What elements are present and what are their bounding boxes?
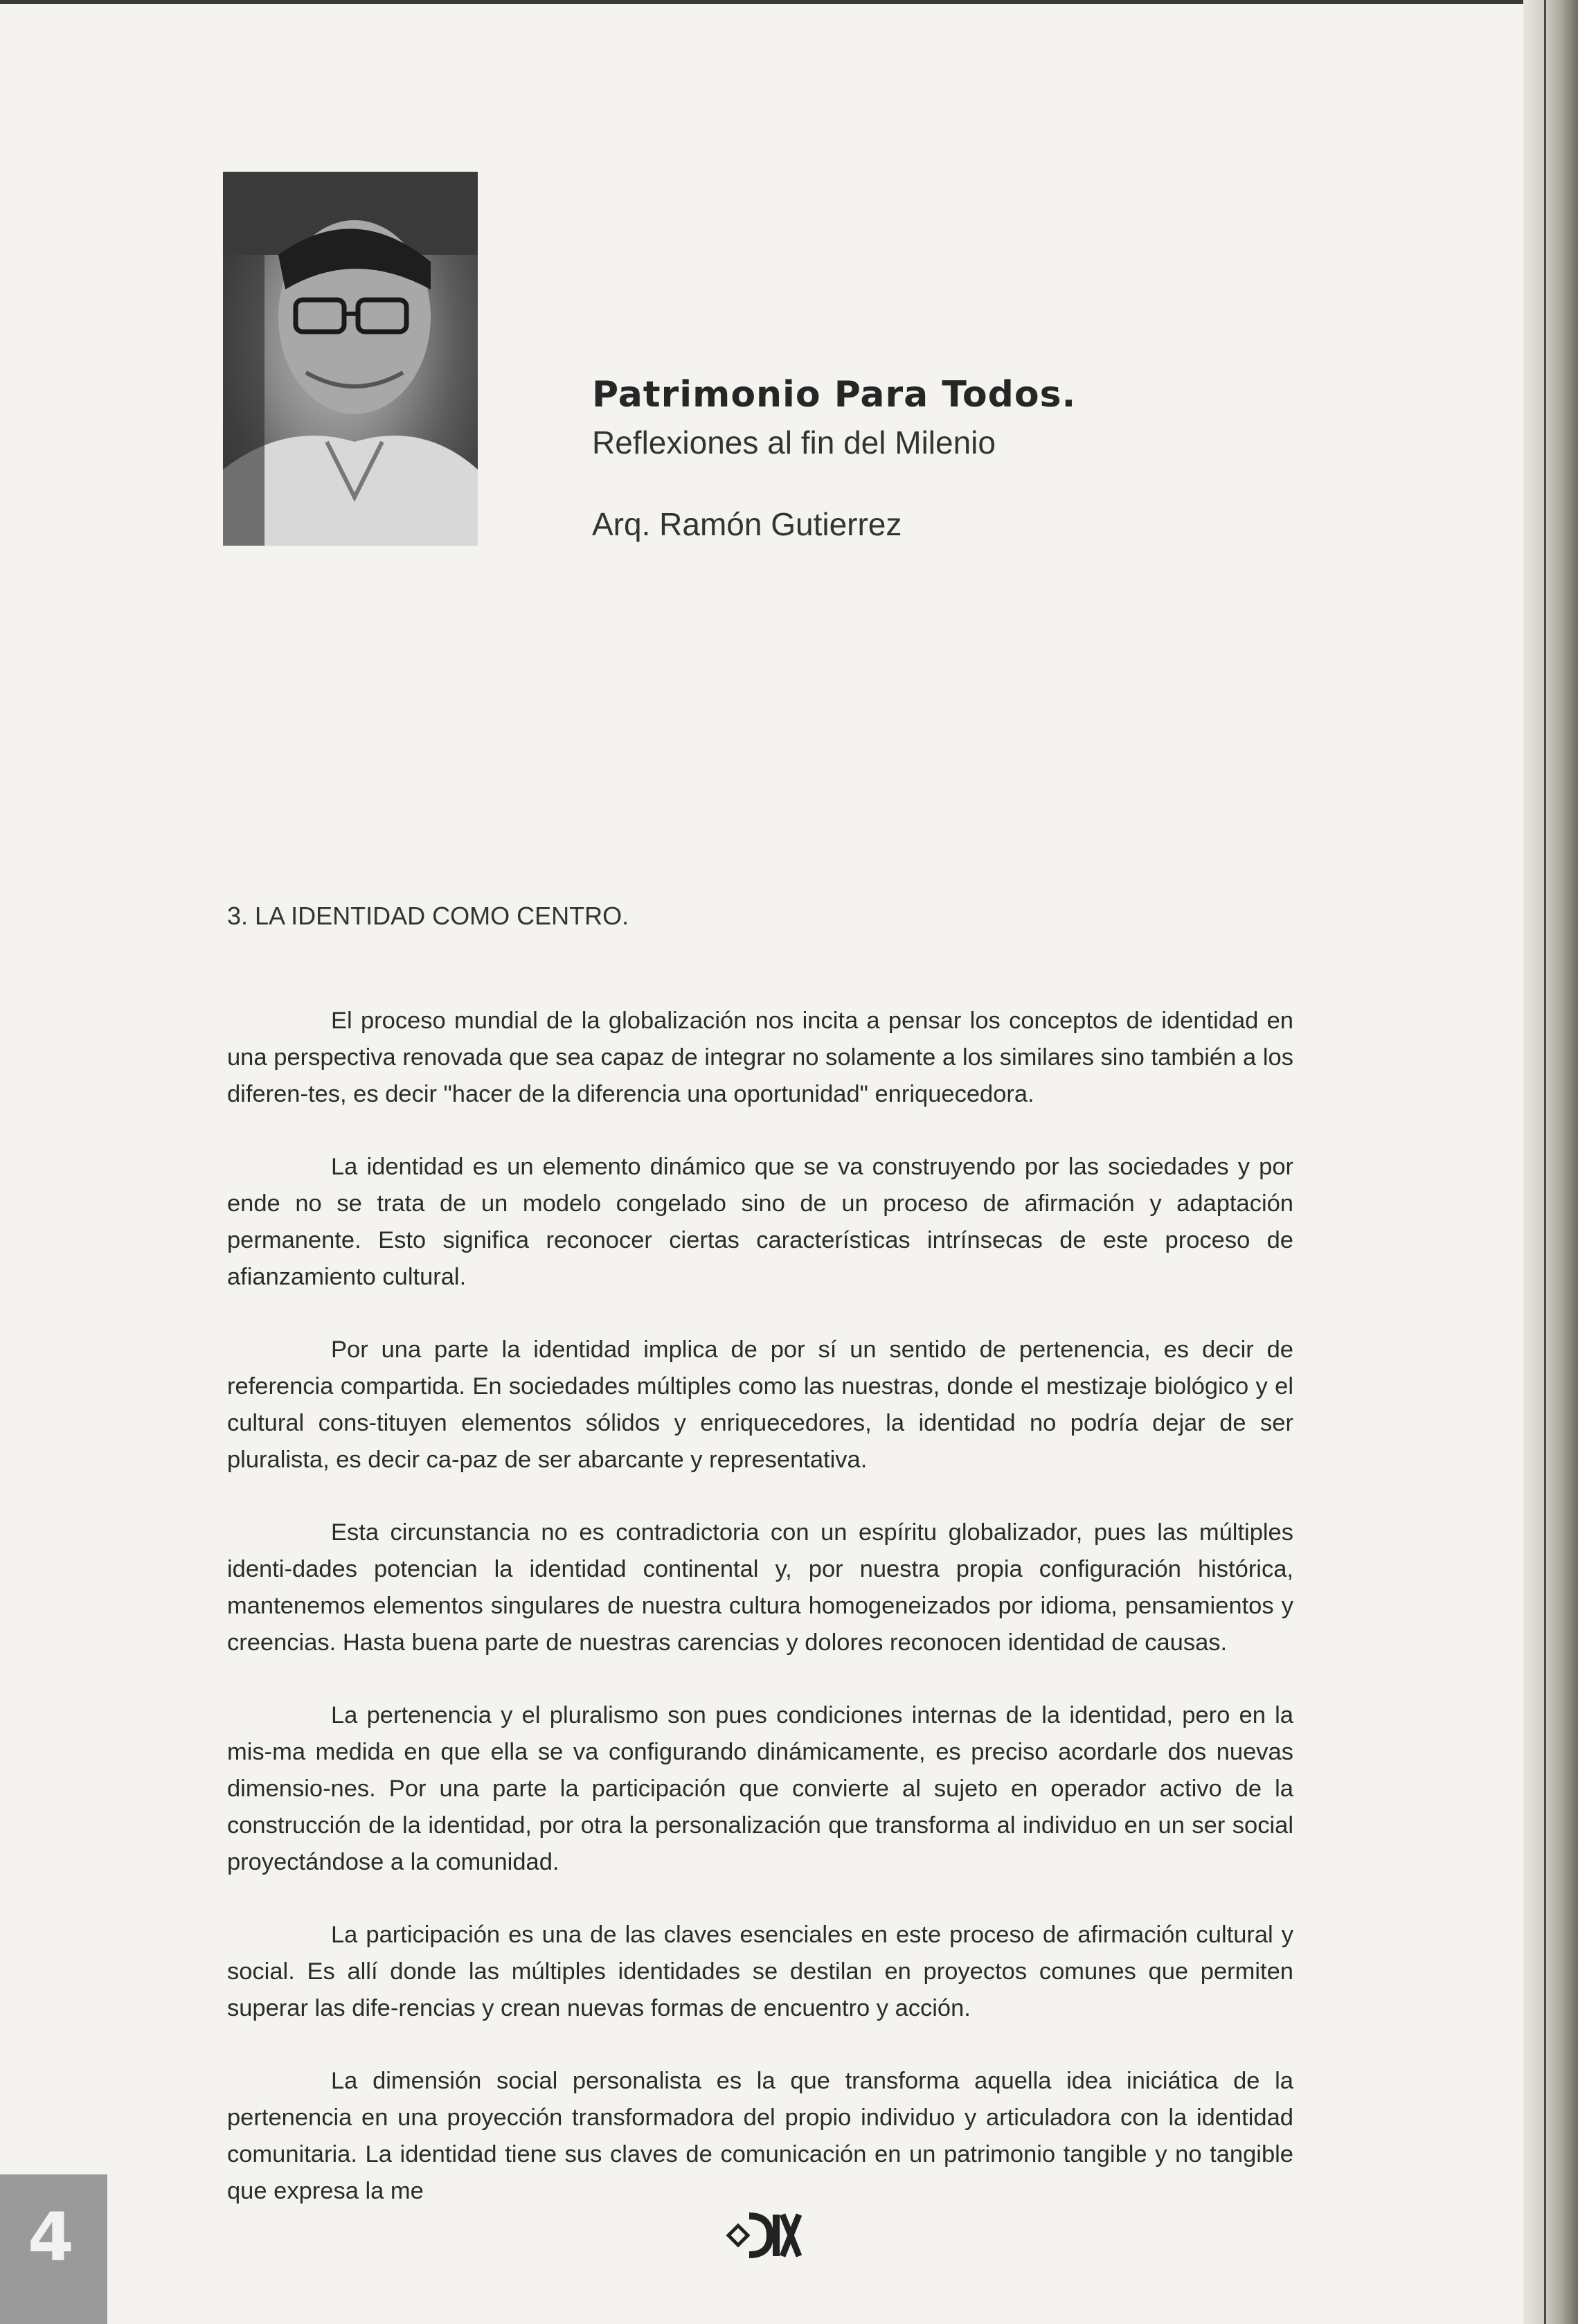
paragraph: La dimensión social personalista es la que transforma aquella idea iniciática de la pertenencia en una proyección transformadora del propio individuo y articuladora con la identidad comunitaria. La identidad tiene sus claves de comunicación en un patrimonio tangible y no tangible que expresa la me [227, 2068, 1293, 2204]
paragraph: La pertenencia y el pluralismo son pues condiciones internas de la identidad, pero en la mis-ma medida en que ella se va configurando dinámicamente, es preciso acordarle dos nuevas dimensio-nes. Por una parte la participación que convierte al sujeto en operador activo de la construcción de la identidad, por otra la personalización que transforma al individuo en un ser social proyectándose a la comunidad. [227, 1702, 1293, 1875]
paragraph: La identidad es un elemento dinámico que se va construyendo por las sociedades y por ende no se trata de un modelo congelado sino de un proceso de afirmación y adaptación permanente. Esto significa reconocer ciertas características intrínsecas de este proceso de afianzamiento cultural. [227, 1154, 1293, 1290]
paragraph: Por una parte la identidad implica de por sí un sentido de pertenencia, es decir de referencia compartida. En sociedades múltiples como las nuestras, donde el mestizaje biológico y el cultural cons-tituyen elementos sólidos y enriquecedores, la identidad no podría dejar de ser pluralista, es decir ca-paz de ser abarcante y representativa. [227, 1337, 1293, 1473]
article-subtitle: Reflexiones al fin del Milenio [592, 424, 996, 461]
body-text [227, 1003, 1293, 2246]
section-heading: 3. LA IDENTIDAD COMO CENTRO. [227, 902, 629, 930]
dix-logo-icon [726, 2206, 802, 2264]
author-photo [223, 172, 478, 546]
binding-shadow [1523, 0, 1578, 2324]
article-title: Patrimonio Para Todos. [592, 374, 1077, 415]
paragraph: La participación es una de las claves esenciales en este proceso de afirmación cultural y social. Es allí donde las múltiples identidades se destilan en proyectos comunes que permiten superar las dife-rencias y crean nuevas formas de encuentro y acción. [227, 1922, 1293, 2021]
binding-edge [1544, 0, 1546, 2324]
paragraph: El proceso mundial de la globalización nos incita a pensar los conceptos de identidad en una perspectiva renovada que sea capaz de integrar no solamente a los similares sino también a los diferen-tes, es decir "hacer de la diferencia una oportunidad" enriquecedora. [227, 1008, 1293, 1107]
paragraph: Esta circunstancia no es contradictoria con un espíritu globalizador, pues las múltiples identi-dades potencian la identidad continental y, por nuestra propia configuración histórica, mantenemos elementos singulares de nuestra cultura homogeneizados por idioma, pensamientos y creencias. Hasta buena parte de nuestras carencias y dolores reconocen identidad de causas. [227, 1519, 1293, 1656]
page-number: 4 [28, 2199, 74, 2276]
top-rule [0, 0, 1530, 4]
article-author: Arq. Ramón Gutierrez [592, 506, 902, 542]
